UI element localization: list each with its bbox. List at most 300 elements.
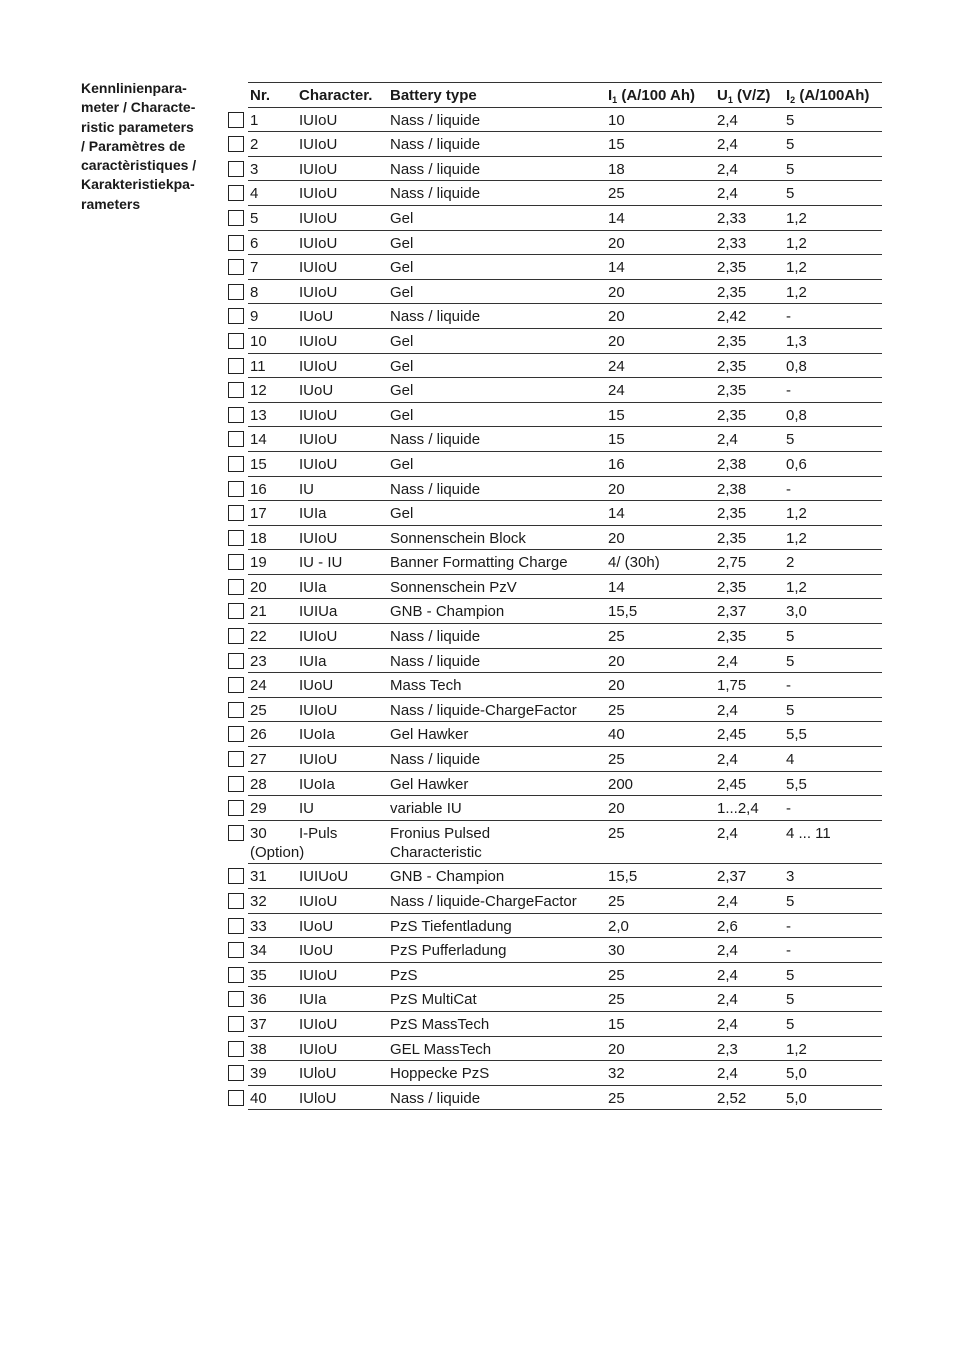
cell-i2: 1,3 [786,332,807,350]
cell-nr: 15 [250,455,267,473]
cell-i2: - [786,800,791,818]
cell-character: IUIoU [299,136,338,154]
cell-character: IUloU [299,1089,337,1107]
row-checkbox[interactable] [228,825,244,841]
cell-character: IUIoU [299,893,338,910]
cell-u1: 2,75 [717,554,747,572]
cell-battery-type: Banner Formatting Charge [390,554,568,572]
row-checkbox[interactable] [228,1016,244,1032]
cell-u1: 2,4 [717,160,738,178]
table-row [248,938,882,963]
cell-character: IUIoU [299,283,338,301]
cell-u1: 2,45 [717,775,747,793]
cell-character: IUIUoU [299,868,349,886]
row-checkbox[interactable] [228,967,244,983]
cell-nr: 4 [250,185,259,203]
cell-u1: 1,75 [717,677,747,695]
cell-battery-type: Sonnenschein Block [390,529,526,547]
cell-u1: 2,35 [717,283,747,301]
section-title: Kennlinienpara- meter / Characte- ristic parameters / Paramètres de caractèristiques / Karakteristiekpa- rameters [81,80,197,212]
table-row [248,698,882,723]
cell-battery-type: Nass / liquide [390,136,481,154]
cell-character: IUIa [299,505,327,523]
cell-battery-type: Gel Hawker [390,726,469,744]
cell-u1: 2,35 [717,505,747,523]
cell-battery-type: GNB - Champion [390,603,505,621]
cell-battery-type: PzS Tiefentladung [390,917,512,935]
table-row [248,821,882,865]
cell-nr: 6 [250,234,259,252]
cell-u1: 2,38 [717,480,747,498]
cell-i1: 10 [608,111,625,129]
cell-character: IUIa [299,578,327,596]
cell-u1: 2,33 [717,209,747,227]
cell-i1: 20 [608,308,625,326]
cell-battery-type: Gel [390,259,414,277]
cell-character: IUIoU [299,751,338,769]
row-checkbox[interactable] [228,1065,244,1081]
cell-i2: - [786,917,791,935]
row-checkbox[interactable] [228,136,244,152]
cell-nr: 12 [250,382,267,400]
header-i2: $I_2$ (A/100Ah) [786,87,870,105]
row-checkbox[interactable] [228,259,244,275]
cell-nr: 33 [250,917,267,935]
cell-character: IUoU [299,917,334,935]
cell-character: IUIoU [299,1040,338,1058]
cell-character: IUloU [299,1065,337,1083]
row-checkbox[interactable] [228,210,244,226]
row-checkbox[interactable] [228,868,244,884]
cell-character: IUIoU [299,1015,338,1033]
cell-i2: 1,2 [786,505,807,523]
cell-character: IUIoU [299,357,338,375]
header-i1: $I_1$ (A/100 Ah) [608,87,695,105]
header-u1: $U_1$ (V/Z) [717,87,771,105]
cell-battery-type: Gel [390,382,414,400]
row-checkbox[interactable] [228,308,244,324]
cell-i1: 14 [608,209,625,227]
table-row [248,231,882,256]
cell-u1: 2,35 [717,529,747,547]
table-row [248,963,882,988]
cell-character: IU [299,800,314,818]
cell-i1: 32 [608,1065,625,1083]
cell-u1: 2,4 [717,893,738,910]
cell-battery-type: Hoppecke PzS [390,1065,490,1083]
cell-i2: 5 [786,893,795,910]
cell-nr: 13 [250,406,267,424]
cell-battery-type: Nass / liquide-ChargeFactor [390,701,577,719]
cell-i2: 5 [786,701,795,719]
cell-i2: 1,2 [786,209,807,227]
row-checkbox[interactable] [228,333,244,349]
cell-u1: 2,4 [717,1065,738,1083]
cell-i2: 5 [786,111,795,129]
cell-character: IUoU [299,382,334,400]
cell-i2: 0,8 [786,357,807,375]
cell-i1: 18 [608,160,625,178]
header-nr: Nr. [250,87,271,104]
table-row [248,747,882,772]
cell-nr: 30 (Option) [250,824,305,861]
cell-character: IUIoU [299,111,338,129]
cell-u1: 2,4 [717,701,738,719]
cell-character: IUoIa [299,726,335,744]
row-checkbox[interactable] [228,112,244,128]
cell-battery-type: Nass / liquide [390,111,481,129]
row-checkbox[interactable] [228,1041,244,1057]
cell-nr: 21 [250,603,267,621]
cell-i2: 5,0 [786,1065,807,1083]
cell-i2: 4 ... 11 [786,824,831,842]
cell-nr: 37 [250,1015,267,1033]
cell-u1: 2,35 [717,357,747,375]
cell-battery-type: Mass Tech [390,677,462,695]
cell-i2: 1,2 [786,259,807,277]
cell-u1: 2,33 [717,234,747,252]
table-row [248,796,882,821]
cell-i2: - [786,480,791,498]
cell-i1: 4/ (30h) [608,554,660,572]
cell-character: IUIoU [299,966,338,984]
row-checkbox[interactable] [228,505,244,521]
table-row [248,649,882,674]
cell-i1: 2,0 [608,917,629,935]
table-row [248,304,882,329]
row-checkbox[interactable] [228,1090,244,1106]
cell-i1: 14 [608,259,625,277]
cell-battery-type: PzS Pufferladung [390,942,507,960]
cell-character: IUoU [299,308,334,326]
cell-i2: 5,5 [786,726,807,744]
row-checkbox[interactable] [228,456,244,472]
cell-battery-type: Nass / liquide-ChargeFactor [390,893,577,910]
cell-character: IUoU [299,942,334,960]
cell-i2: 5 [786,991,795,1009]
cell-i2: 5 [786,628,795,646]
table-row [248,889,882,914]
cell-i2: 5,0 [786,1089,807,1107]
cell-i2: - [786,677,791,695]
row-checkbox[interactable] [228,991,244,1007]
cell-u1: 2,4 [717,136,738,154]
cell-nr: 2 [250,136,259,154]
cell-i2: 1,2 [786,283,807,301]
cell-i2: 5 [786,1015,795,1033]
table-row [248,864,882,889]
cell-nr: 40 [250,1089,267,1107]
cell-nr: 9 [250,308,259,326]
cell-character: IUIoU [299,234,338,252]
cell-u1: 2,35 [717,578,747,596]
cell-character: IUIoU [299,529,338,547]
cell-character: IUIoU [299,455,338,473]
cell-battery-type: PzS MultiCat [390,991,477,1009]
cell-i1: 15 [608,136,625,154]
cell-i1: 25 [608,185,625,203]
table-row [248,477,882,502]
cell-u1: 2,38 [717,455,747,473]
cell-u1: 2,4 [717,942,738,960]
row-checkbox[interactable] [228,603,244,619]
row-checkbox[interactable] [228,382,244,398]
cell-character: IU - IU [299,554,343,572]
cell-character: I-Puls [299,824,338,842]
cell-battery-type: Nass / liquide [390,185,481,203]
cell-character: IUIoU [299,701,338,719]
row-checkbox[interactable] [228,942,244,958]
cell-character: IUIUa [299,603,338,621]
table-row [248,1012,882,1037]
cell-i2: 0,6 [786,455,807,473]
cell-i1: 25 [608,991,625,1009]
cell-nr: 8 [250,283,259,301]
row-checkbox[interactable] [228,751,244,767]
cell-nr: 27 [250,751,267,769]
row-checkbox[interactable] [228,893,244,909]
cell-u1: 2,35 [717,259,747,277]
cell-i2: 3 [786,868,795,886]
cell-nr: 19 [250,554,267,572]
cell-i1: 24 [608,357,625,375]
cell-i1: 20 [608,529,625,547]
cell-i1: 15 [608,431,625,449]
table-row [248,452,882,477]
cell-i1: 14 [608,578,625,596]
cell-nr: 39 [250,1065,267,1083]
cell-battery-type: variable IU [390,800,462,818]
cell-i1: 25 [608,701,625,719]
row-checkbox[interactable] [228,653,244,669]
row-checkbox[interactable] [228,677,244,693]
characteristic-parameters-table [248,82,882,1110]
cell-character: IUIoU [299,406,338,424]
cell-i1: 200 [608,775,634,793]
header-battery-type: Battery type [390,87,477,104]
cell-battery-type: Nass / liquide [390,160,481,178]
cell-u1: 2,4 [717,751,738,769]
cell-u1: 2,52 [717,1089,747,1107]
cell-character: IUIoU [299,431,338,449]
cell-i1: 25 [608,628,625,646]
cell-i1: 15 [608,406,625,424]
cell-i1: 20 [608,283,625,301]
cell-battery-type: Nass / liquide [390,652,481,670]
row-checkbox[interactable] [228,918,244,934]
cell-nr: 23 [250,652,267,670]
cell-i1: 20 [608,234,625,252]
table-row [248,599,882,624]
cell-u1: 2,35 [717,628,747,646]
cell-nr: 31 [250,868,267,886]
cell-character: IUIa [299,991,327,1009]
row-checkbox[interactable] [228,579,244,595]
cell-nr: 7 [250,259,259,277]
row-checkbox[interactable] [228,407,244,423]
cell-nr: 28 [250,775,267,793]
cell-i1: 20 [608,1040,625,1058]
row-checkbox[interactable] [228,358,244,374]
table-row [248,772,882,797]
cell-i2: 5 [786,185,795,203]
table-row [248,673,882,698]
table-row [248,550,882,575]
cell-u1: 2,35 [717,382,747,400]
cell-i1: 25 [608,966,625,984]
table-row [248,1037,882,1062]
row-checkbox[interactable] [228,284,244,300]
row-checkbox[interactable] [228,800,244,816]
cell-nr: 14 [250,431,267,449]
cell-i1: 14 [608,505,625,523]
cell-character: IUIoU [299,185,338,203]
cell-u1: 2,6 [717,917,738,935]
cell-i2: 5 [786,652,795,670]
cell-nr: 22 [250,628,267,646]
cell-i1: 30 [608,942,625,960]
cell-i2: 1,2 [786,529,807,547]
cell-battery-type: Fronius Pulsed Characteristic [390,824,491,861]
row-checkbox[interactable] [228,481,244,497]
cell-nr: 32 [250,893,267,910]
cell-i2: 1,2 [786,1040,807,1058]
cell-nr: 35 [250,966,267,984]
table-row [248,329,882,354]
cell-i1: 20 [608,332,625,350]
cell-character: IUIoU [299,160,338,178]
header-character: Character. [299,87,373,104]
cell-battery-type: Gel [390,234,414,252]
cell-i1: 24 [608,382,625,400]
row-checkbox[interactable] [228,726,244,742]
cell-i2: 0,8 [786,406,807,424]
cell-u1: 2,45 [717,726,747,744]
cell-i2: - [786,308,791,326]
cell-u1: 2,4 [717,966,738,984]
cell-i2: 5 [786,160,795,178]
cell-u1: 2,37 [717,868,747,886]
cell-u1: 2,35 [717,332,747,350]
row-checkbox[interactable] [228,530,244,546]
table-row [248,354,882,379]
cell-nr: 17 [250,505,267,523]
cell-character: IUIa [299,652,327,670]
table-row [248,403,882,428]
cell-nr: 10 [250,332,267,350]
table-row [248,526,882,551]
table-body [248,108,882,1111]
cell-i2: 5,5 [786,775,807,793]
cell-battery-type: Nass / liquide [390,308,481,326]
table-row [248,624,882,649]
row-checkbox[interactable] [228,776,244,792]
cell-battery-type: Nass / liquide [390,480,481,498]
row-checkbox[interactable] [228,235,244,251]
cell-i2: 1,2 [786,234,807,252]
cell-i1: 25 [608,751,625,769]
cell-i2: 5 [786,136,795,154]
table-row [248,181,882,206]
cell-battery-type: Gel [390,455,414,473]
cell-battery-type: Gel [390,283,414,301]
table-row [248,206,882,231]
cell-nr: 18 [250,529,267,547]
cell-i1: 20 [608,677,625,695]
table-row [248,427,882,452]
cell-i1: 15,5 [608,868,638,886]
cell-nr: 1 [250,111,259,129]
table-row [248,132,882,157]
cell-i2: 2 [786,554,795,572]
cell-nr: 3 [250,160,259,178]
cell-battery-type: PzS [390,966,418,984]
cell-i2: - [786,942,791,960]
cell-u1: 2,35 [717,406,747,424]
cell-battery-type: PzS MassTech [390,1015,490,1033]
cell-nr: 25 [250,701,267,719]
cell-i2: 5 [786,966,795,984]
row-checkbox[interactable] [228,185,244,201]
cell-battery-type: Gel [390,357,414,375]
cell-character: IUoU [299,677,334,695]
table-row [248,1061,882,1086]
table-row [248,378,882,403]
cell-i1: 25 [608,1089,625,1107]
cell-character: IUIoU [299,628,338,646]
cell-i1: 40 [608,726,625,744]
cell-i2: 4 [786,751,795,769]
table-row [248,914,882,939]
cell-battery-type: Nass / liquide [390,431,481,449]
cell-character: IUIoU [299,332,338,350]
cell-nr: 38 [250,1040,267,1058]
table-row [248,722,882,747]
row-checkbox[interactable] [228,702,244,718]
cell-i1: 15 [608,1015,625,1033]
row-checkbox[interactable] [228,431,244,447]
cell-u1: 2,4 [717,824,738,842]
cell-battery-type: Nass / liquide [390,628,481,646]
table-header-row [248,83,882,108]
cell-u1: 2,37 [717,603,747,621]
table-row [248,255,882,280]
cell-i2: - [786,382,791,400]
cell-character: IUIoU [299,259,338,277]
cell-i1: 25 [608,893,625,910]
cell-nr: 34 [250,942,267,960]
cell-i2: 1,2 [786,578,807,596]
cell-nr: 5 [250,209,259,227]
cell-u1: 2,42 [717,308,747,326]
cell-nr: 36 [250,991,267,1009]
cell-nr: 11 [250,357,266,375]
table-row [248,280,882,305]
cell-character: IUoIa [299,775,335,793]
cell-battery-type: Gel [390,332,414,350]
cell-nr: 29 [250,800,267,818]
cell-nr: 26 [250,726,267,744]
cell-battery-type: Nass / liquide [390,751,481,769]
cell-u1: 2,3 [717,1040,738,1058]
row-checkbox[interactable] [228,161,244,177]
cell-nr: 16 [250,480,267,498]
cell-battery-type: Sonnenschein PzV [390,578,517,596]
cell-battery-type: Gel [390,406,414,424]
row-checkbox[interactable] [228,628,244,644]
table-row [248,575,882,600]
row-checkbox[interactable] [228,554,244,570]
